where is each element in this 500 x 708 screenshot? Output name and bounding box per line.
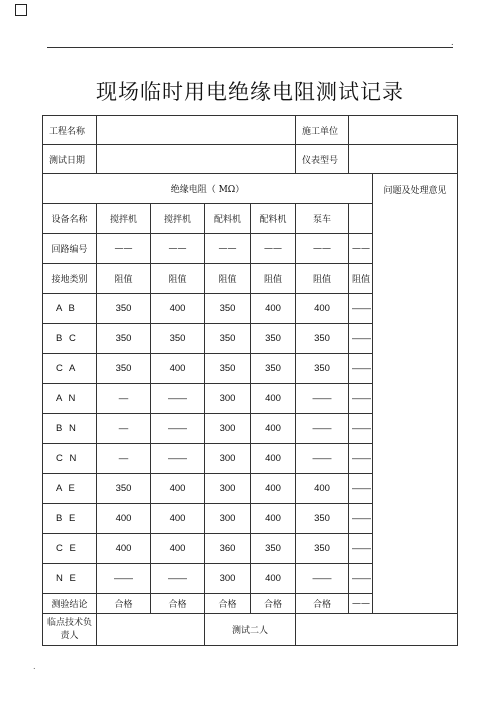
table-cell: 阻值: [205, 264, 251, 294]
table-cell: 阻值: [296, 264, 349, 294]
table-cell: ——: [97, 234, 151, 264]
record-table: [42, 115, 458, 646]
table-cell: 搅拌机: [151, 204, 205, 234]
table-cell: [349, 204, 373, 234]
info-row-project: [43, 116, 458, 145]
phase-label: A E: [43, 474, 97, 504]
table-cell: 合格: [205, 594, 251, 614]
tech-lead-value[interactable]: [97, 614, 205, 646]
circuit-row-label: 回路编号: [43, 234, 97, 264]
contractor-value[interactable]: [349, 116, 458, 145]
table-cell: ——: [349, 414, 373, 444]
device-row-label: 设备名称: [43, 204, 97, 234]
header-rule: [47, 47, 453, 48]
table-cell: ——: [296, 444, 349, 474]
table-cell: 阻值: [151, 264, 205, 294]
table-cell: ——: [296, 384, 349, 414]
table-cell: ——: [349, 444, 373, 474]
opinion-column: [373, 174, 458, 614]
contractor-label: 施工单位: [296, 116, 349, 145]
table-cell: ——: [349, 354, 373, 384]
phase-label: N E: [43, 564, 97, 594]
info-row-date: [43, 145, 458, 174]
table-cell: 350: [296, 324, 349, 354]
table-cell: 合格: [251, 594, 296, 614]
table-cell: ——: [205, 234, 251, 264]
phase-label: A B: [43, 294, 97, 324]
instrument-value[interactable]: [349, 145, 458, 174]
date-value[interactable]: [97, 145, 296, 174]
checkbox-square: [15, 4, 27, 16]
table-cell: 350: [296, 504, 349, 534]
table-cell: 400: [251, 444, 296, 474]
phase-label: B N: [43, 414, 97, 444]
table-cell: 阻值: [97, 264, 151, 294]
table-cell: 350: [97, 354, 151, 384]
conclusion-row-label: 测验结论: [43, 594, 97, 614]
instrument-label: 仪表型号: [296, 145, 349, 174]
table-cell: ——: [349, 294, 373, 324]
section-header: 绝缘电阻（ MΩ）: [43, 174, 373, 204]
table-cell: 400: [97, 504, 151, 534]
table-cell: ——: [349, 324, 373, 354]
table-cell: ——: [296, 414, 349, 444]
table-cell: 360: [205, 534, 251, 564]
table-cell: ——: [349, 384, 373, 414]
table-cell: ——: [349, 504, 373, 534]
phase-label: C N: [43, 444, 97, 474]
table-cell: 配料机: [251, 204, 296, 234]
table-cell: 350: [251, 534, 296, 564]
table-cell: 300: [205, 384, 251, 414]
table-cell: 400: [97, 534, 151, 564]
table-cell: ——: [151, 414, 205, 444]
phase-label: B E: [43, 504, 97, 534]
section-header-row: [43, 174, 458, 204]
table-cell: 350: [205, 324, 251, 354]
tester-label: 测试二人: [205, 614, 296, 646]
date-label: 测试日期: [43, 145, 97, 174]
phase-label: C A: [43, 354, 97, 384]
table-cell: 阻值: [251, 264, 296, 294]
table-cell: —: [97, 444, 151, 474]
table-cell: 阻值: [349, 264, 373, 294]
phase-label: C E: [43, 534, 97, 564]
table-cell: 400: [151, 354, 205, 384]
table-cell: ——: [349, 594, 373, 614]
footer-dot: .: [33, 662, 36, 671]
table-cell: 400: [151, 504, 205, 534]
table-cell: 合格: [296, 594, 349, 614]
ground-row-label: 接地类别: [43, 264, 97, 294]
phase-label: A N: [43, 384, 97, 414]
table-cell: 350: [251, 324, 296, 354]
opinion-header: 问题及处理意见: [383, 186, 447, 196]
header-dot: .: [451, 38, 454, 47]
tester-value[interactable]: [296, 614, 458, 646]
table-cell: ——: [349, 564, 373, 594]
table-cell: 300: [205, 474, 251, 504]
table-cell: 400: [251, 414, 296, 444]
table-cell: 400: [151, 294, 205, 324]
table-cell: ——: [349, 474, 373, 504]
table-cell: 350: [296, 354, 349, 384]
phase-label: B C: [43, 324, 97, 354]
table-cell: ——: [296, 234, 349, 264]
table-cell: 300: [205, 564, 251, 594]
table-cell: 350: [205, 354, 251, 384]
table-cell: 350: [205, 294, 251, 324]
table-cell: 350: [251, 354, 296, 384]
table-cell: 配料机: [205, 204, 251, 234]
table-cell: 400: [251, 294, 296, 324]
table-cell: 350: [97, 294, 151, 324]
table-cell: 400: [151, 474, 205, 504]
table-cell: 400: [251, 384, 296, 414]
table-cell: —: [97, 414, 151, 444]
table-cell: 400: [296, 294, 349, 324]
tech-lead-label: 临点技术负责人: [43, 614, 97, 646]
table-cell: 350: [296, 534, 349, 564]
table-cell: ——: [151, 444, 205, 474]
signoff-row: [43, 614, 458, 646]
table-cell: ——: [251, 234, 296, 264]
table-cell: 300: [205, 504, 251, 534]
table-cell: ——: [296, 564, 349, 594]
table-cell: ——: [97, 564, 151, 594]
table-cell: ——: [349, 534, 373, 564]
table-cell: ——: [349, 234, 373, 264]
table-cell: ——: [151, 564, 205, 594]
table-cell: ——: [151, 234, 205, 264]
table-cell: 400: [251, 504, 296, 534]
table-cell: 400: [251, 564, 296, 594]
project-value[interactable]: [97, 116, 296, 145]
table-cell: 350: [97, 324, 151, 354]
project-label: 工程名称: [43, 116, 97, 145]
table-cell: ——: [151, 384, 205, 414]
table-cell: 300: [205, 444, 251, 474]
table-cell: 泵车: [296, 204, 349, 234]
table-cell: —: [97, 384, 151, 414]
table-cell: 350: [97, 474, 151, 504]
table-cell: 400: [151, 534, 205, 564]
table-cell: 合格: [151, 594, 205, 614]
table-cell: 搅拌机: [97, 204, 151, 234]
page-title: 现场临时用电绝缘电阻测试记录: [96, 80, 404, 104]
table-cell: 400: [296, 474, 349, 504]
table-cell: 400: [251, 474, 296, 504]
table-cell: 350: [151, 324, 205, 354]
table-cell: 合格: [97, 594, 151, 614]
table-cell: 300: [205, 414, 251, 444]
